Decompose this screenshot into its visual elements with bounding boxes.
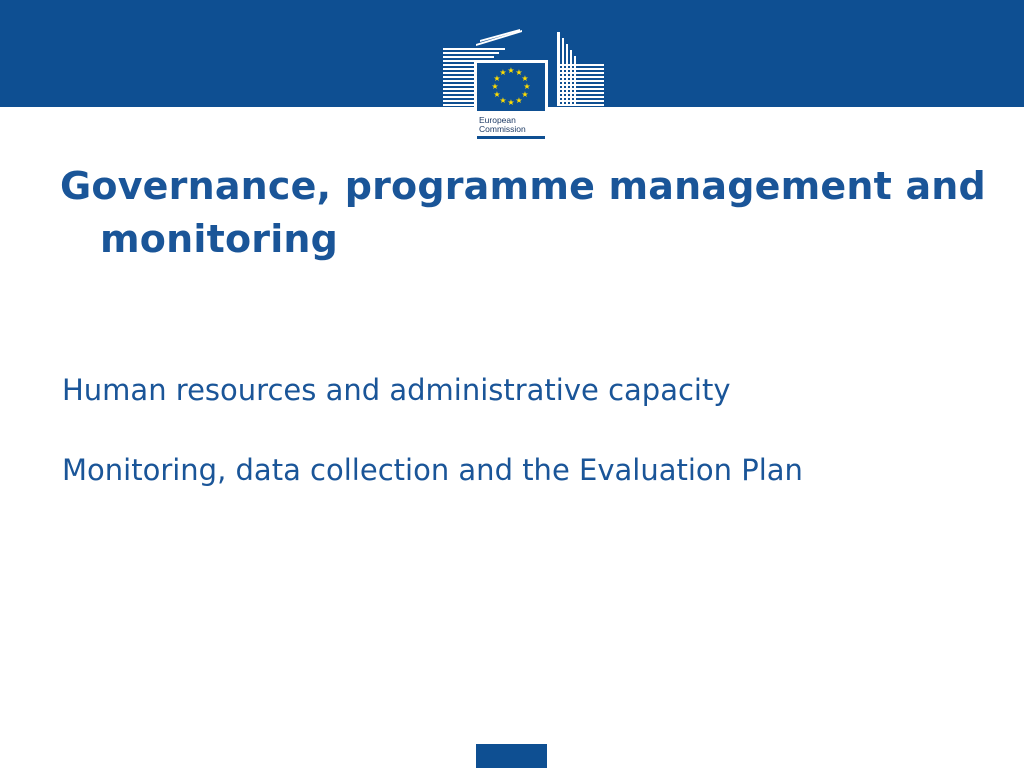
svg-text:★: ★ [493, 74, 501, 83]
svg-text:★: ★ [521, 90, 529, 99]
berlaymont-building-icon [440, 28, 606, 144]
svg-text:★: ★ [523, 82, 531, 91]
slide-bullets [62, 368, 992, 528]
svg-text:★: ★ [493, 90, 501, 99]
logo-line1: European [479, 115, 516, 125]
svg-text:★: ★ [499, 68, 507, 77]
slide-title: Governance, programme management and monitoring [60, 164, 986, 261]
footer-tab [476, 744, 547, 768]
svg-text:★: ★ [515, 68, 523, 77]
svg-text:★: ★ [491, 82, 499, 91]
bullet-item: Monitoring, data collection and the Evaluation Plan [62, 453, 803, 487]
svg-text:★: ★ [507, 98, 515, 107]
svg-text:★: ★ [515, 96, 523, 105]
svg-text:★: ★ [499, 96, 507, 105]
logo-line2: Commission [479, 124, 526, 134]
svg-text:★: ★ [521, 74, 529, 83]
svg-text:★: ★ [507, 66, 515, 75]
bullet-item: Human resources and administrative capacity [62, 373, 731, 407]
european-commission-logo [440, 28, 606, 144]
